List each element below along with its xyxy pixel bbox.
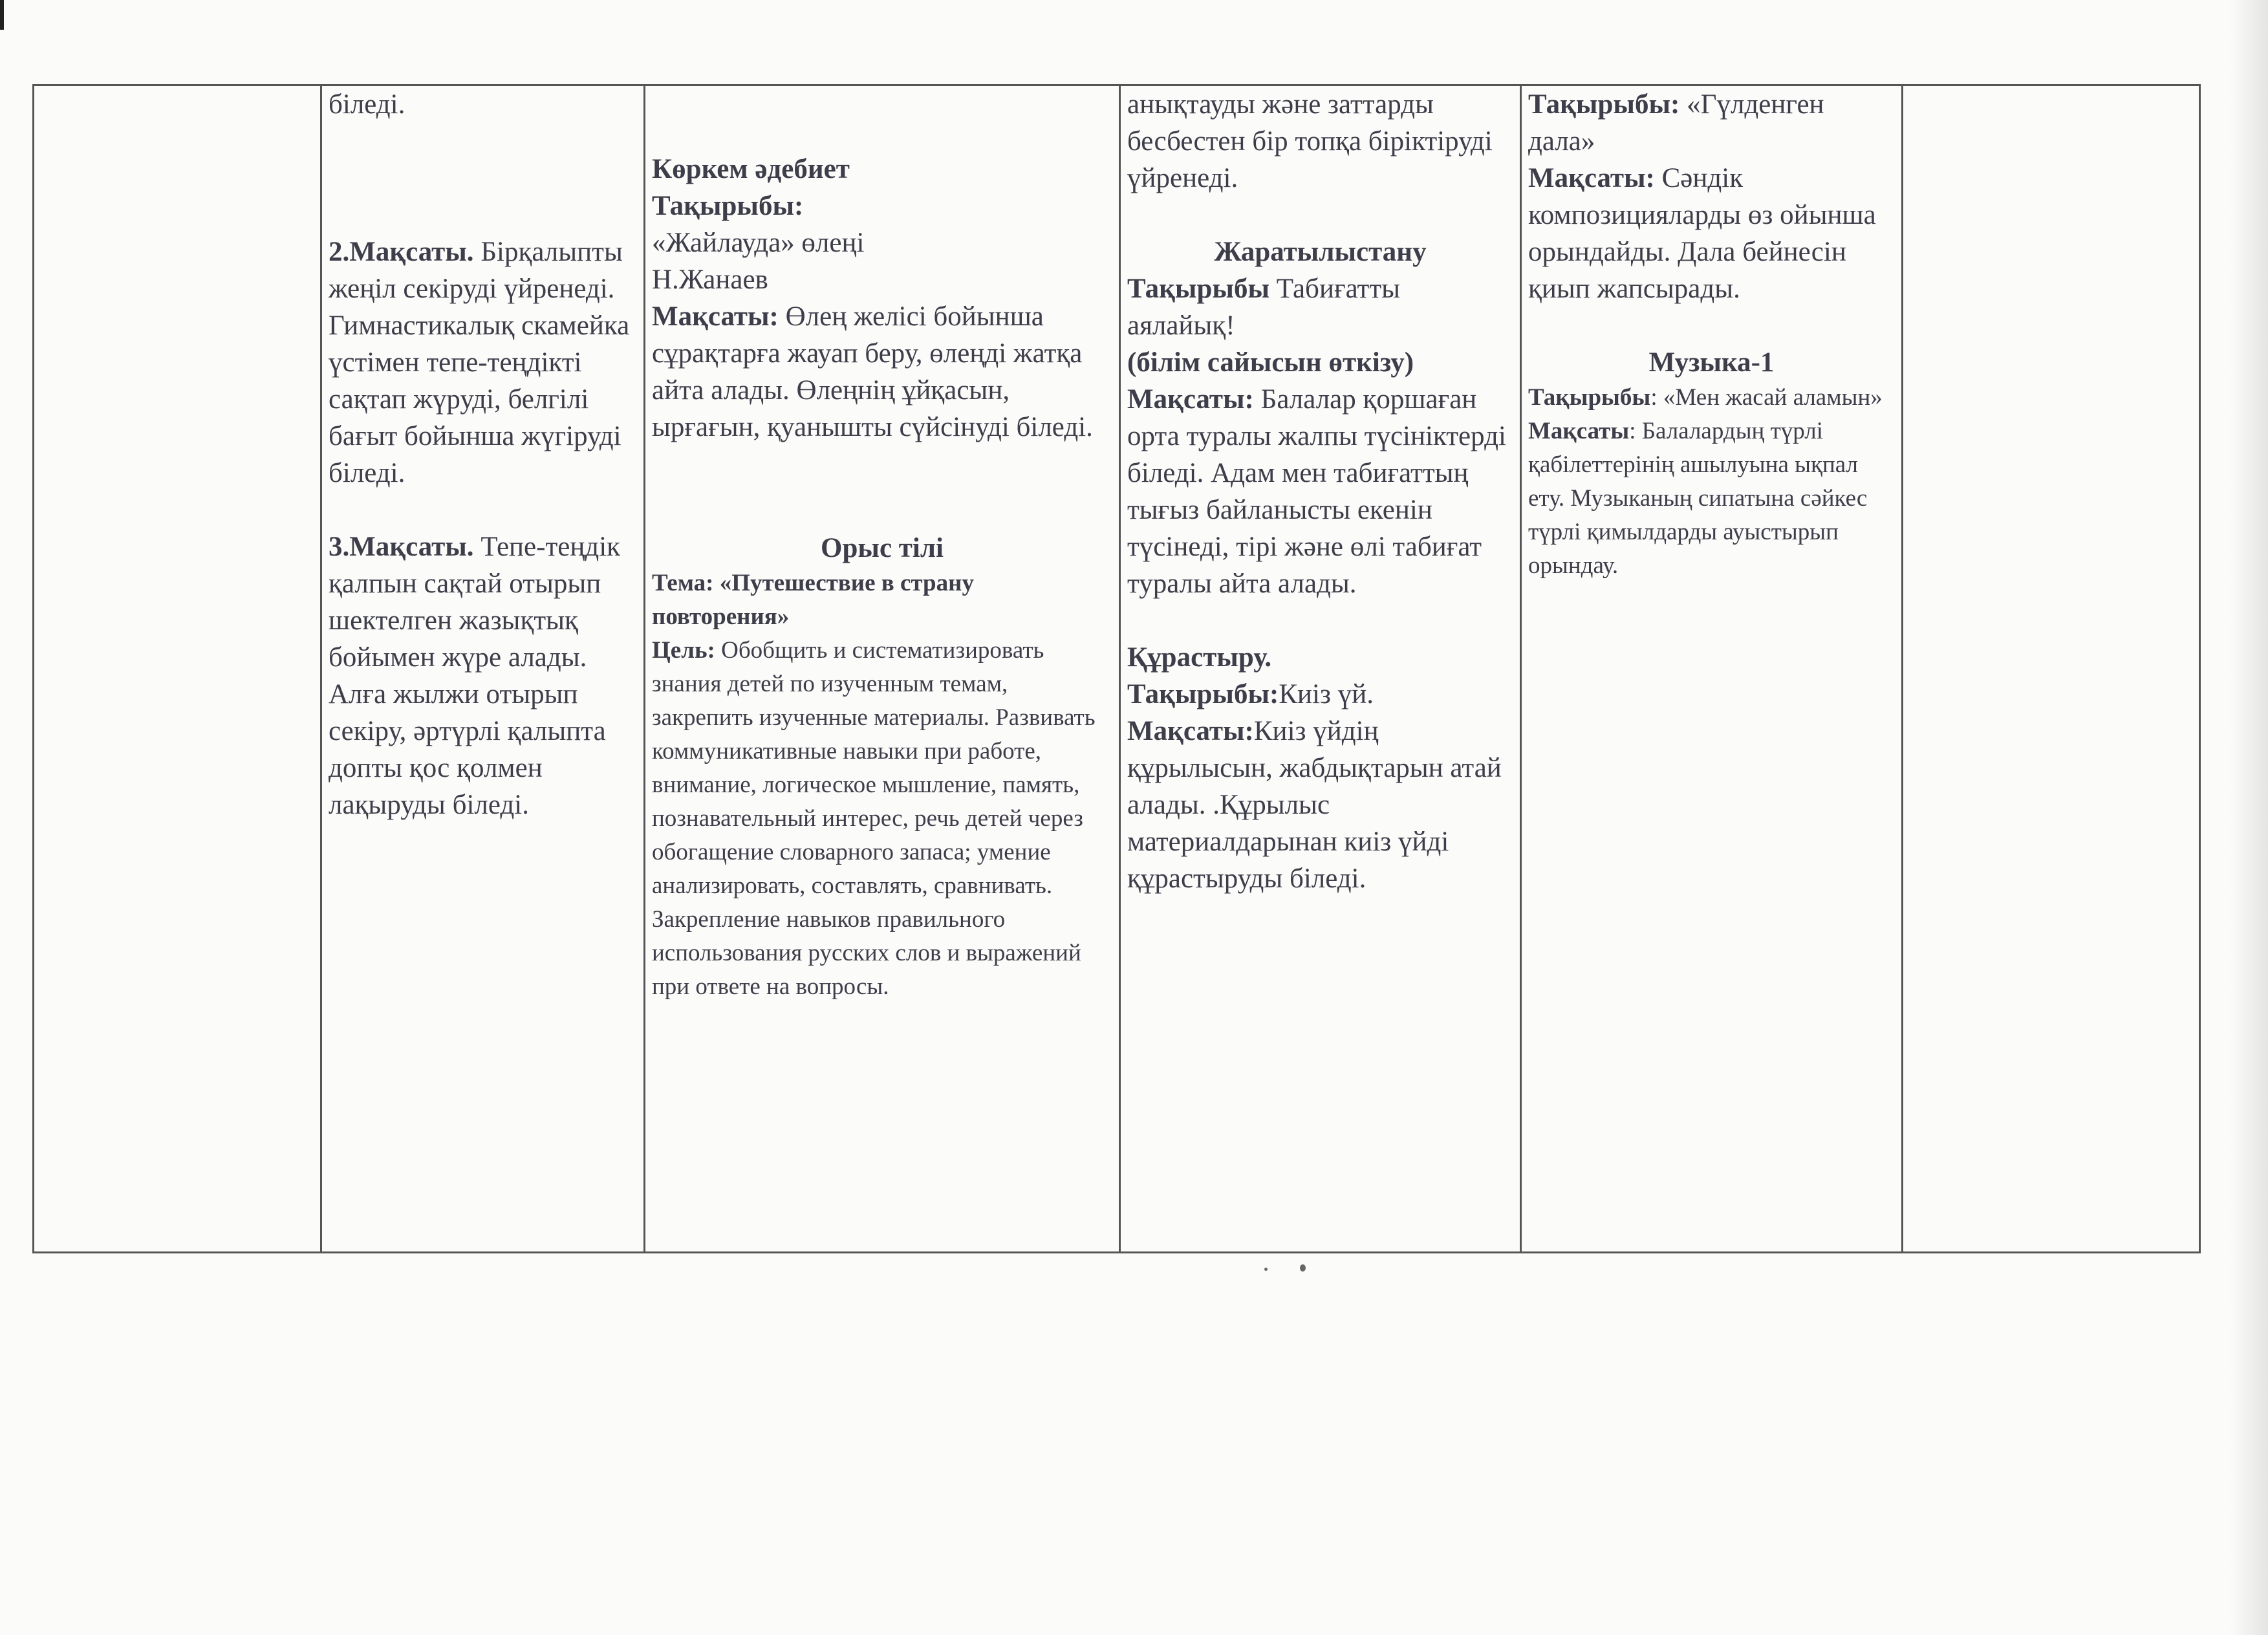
scan-shadow (2230, 0, 2268, 1635)
nature-goal-label: Мақсаты: (1127, 384, 1254, 415)
art-goal: Сәндік композицияларды өз ойынша орындайды. Дала бейнесін қиып жапсырады. (1528, 163, 1876, 304)
lit-goal: Өлең желісі бойынша сұрақтарға жауап беру, өлеңді жатқа айта алады. Өлеңнің ұйқасын, ырғағын, қуанышты сүйсінуді біледі. (652, 301, 1093, 442)
scan-speck (1300, 1264, 1306, 1272)
cell-tail-text: біледі. (329, 89, 405, 120)
cell-art-music (1521, 85, 1903, 1253)
cell-nature-construction (1120, 85, 1521, 1253)
cell-col1 (34, 85, 321, 1253)
build-subject: Құрастыру. (1127, 642, 1272, 673)
nature-topic: Табиғатты аялайық! (1127, 274, 1401, 341)
goal2-heading: 2.Мақсаты. (329, 237, 474, 267)
build-topic-label: Тақырыбы: (1127, 679, 1279, 709)
art-goal-label: Мақсаты: (1528, 163, 1655, 193)
cell-col6 (1903, 85, 2200, 1253)
col4-tail-text: анықтауды және заттарды бесбестен бір топқа біріктіруді үйренеді. (1127, 89, 1493, 193)
nature-goal: Балалар қоршаған орта туралы жалпы түсініктерді біледі. Адам мен табиғаттың тығыз байланысты екенін түсінеді, тірі және өлі табиғат туралы айта алады. (1127, 384, 1506, 599)
art-topic-label: Тақырыбы: (1528, 89, 1680, 120)
music-topic: : «Мен жасай аламын» (1650, 384, 1883, 411)
rus-theme: Тема: «Путешествие в страну повторения» (652, 570, 974, 630)
build-goal: Киіз үйдің құрылысын, жабдықтарын атай алады. .Құрылыс материалдарынан киіз үйді құрастыруды біледі. (1127, 716, 1502, 894)
nature-note: (білім сайысын өткізу) (1127, 347, 1414, 378)
build-topic: Киіз үй. (1279, 679, 1374, 709)
cell-physical-education (321, 85, 645, 1253)
music-subject: Музыка-1 (1648, 347, 1775, 378)
music-topic-label: Тақырыбы (1528, 384, 1651, 411)
lit-topic: «Жайлауда» өлеңі (652, 228, 865, 258)
rus-goal-label: Цель: (652, 637, 715, 664)
goal3-heading: 3.Мақсаты. (329, 532, 474, 562)
nature-topic-label: Тақырыбы (1127, 274, 1270, 304)
nature-subject: Жаратылыстану (1214, 237, 1427, 267)
lit-topic-label: Тақырыбы: (652, 191, 804, 221)
lit-subject: Көркем әдебиет (652, 154, 850, 184)
music-goal: : Балалардың түрлі қабілеттерінің ашылуына ықпал ету. Музыканың сипатына сәйкес түрлі қимылдарды ауыстырып орындау. (1528, 418, 1868, 579)
rus-subject: Орыс тілі (821, 533, 944, 563)
lit-author: Н.Жанаев (652, 265, 768, 295)
scan-speck (1264, 1268, 1268, 1271)
scan-edge-mark (0, 0, 4, 30)
music-goal-label: Мақсаты (1528, 418, 1630, 444)
lesson-plan-table (32, 84, 2201, 1253)
lit-goal-label: Мақсаты: (652, 301, 779, 332)
goal2-text: Бірқалыпты жеңіл секіруді үйренеді. Гимнастикалық скамейка үстімен тепе-теңдікті сақтап жүруді, белгілі бағыт бойынша жүгіруді біледі. (329, 237, 630, 488)
art-topic: «Гүлденген дала» (1528, 89, 1824, 157)
build-goal-label: Мақсаты: (1127, 716, 1254, 746)
goal3-text: Тепе-теңдік қалпын сақтай отырып шектелген жазықтық бойымен жүре алады. Алға жылжи отырып секіру, әртүрлі қалыпта допты қос қолмен лақыруды біледі. (329, 532, 621, 820)
table-row (34, 85, 2200, 1253)
cell-literature-russian (645, 85, 1120, 1253)
rus-goal: Обобщить и систематизировать знания детей по изученным темам, закрепить изученные материалы. Развивать коммуникативные навыки при работе, внимание, логическое мышление, память, познавательный интерес, речь детей через обогащение словарного запаса; умение анализировать, составлять, сравнивать. Закрепление навыков правильного использования русских слов и выражений при ответе на вопросы. (652, 637, 1096, 1000)
